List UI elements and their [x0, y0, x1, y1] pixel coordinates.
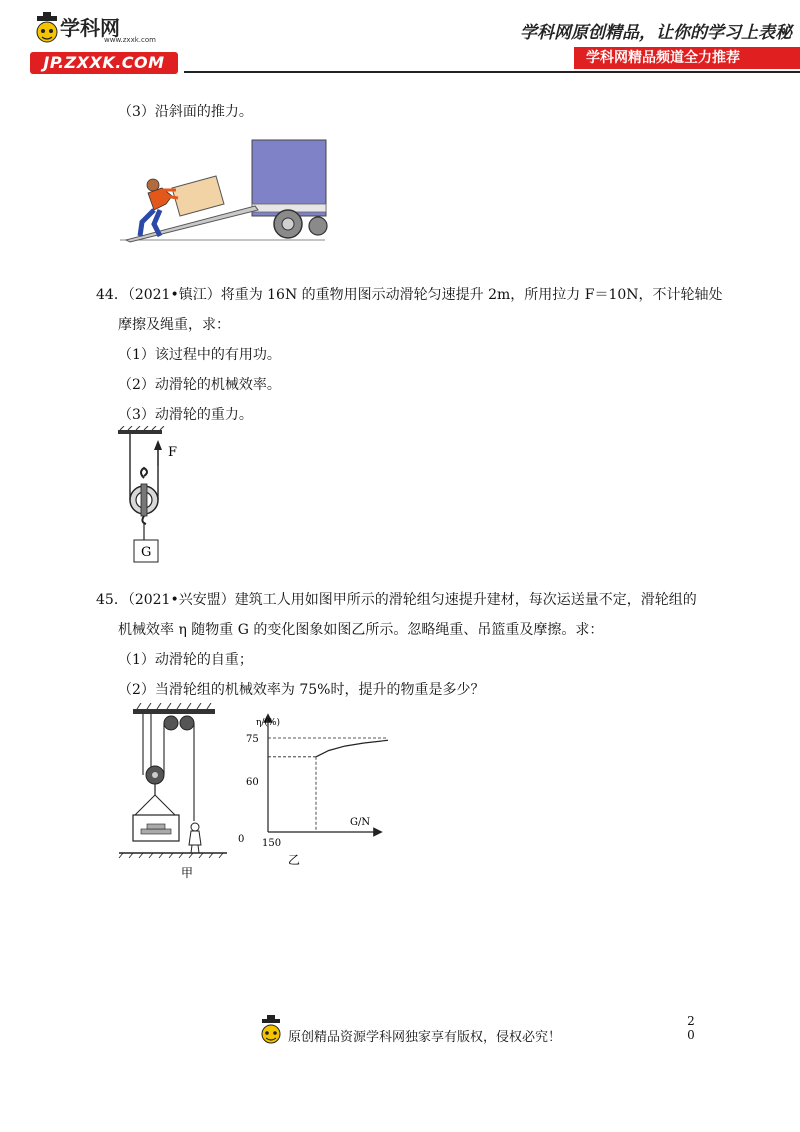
- x-tick-150: 150: [262, 838, 282, 849]
- ceiling-hatch: [120, 426, 164, 430]
- fixed-pulley-2: [180, 716, 194, 730]
- q45-part1: （1）动滑轮的自重；: [118, 652, 253, 668]
- logo-banner-text: JP.ZXXK.COM: [43, 53, 165, 72]
- page-header: [0, 0, 800, 80]
- q45-stem-line1: 45．（2021•兴安盟）建筑工人用如图甲所示的滑轮组匀速提升建材，每次运送量不定，滑轮组的: [96, 592, 697, 608]
- pulley-hook-top: [141, 468, 147, 478]
- logo-url: www.zxxk.com: [104, 36, 156, 44]
- ceiling-beam: [118, 430, 162, 434]
- force-label: F: [168, 445, 178, 460]
- origin-label: 0: [238, 834, 245, 845]
- page-number-digit-2: 0: [687, 1028, 695, 1042]
- efficiency-curve: [316, 738, 388, 757]
- page-number-digit-1: 2: [687, 1014, 695, 1028]
- y-tick-60: 60: [246, 777, 259, 788]
- x-axis-label: G/N: [350, 817, 371, 828]
- logo-text: 学科网: [60, 16, 120, 40]
- q44-part3: （3）动滑轮的重力。: [118, 407, 253, 423]
- page-footer: [258, 1014, 598, 1054]
- movable-pulley-hub: [152, 772, 158, 778]
- site-logo: [30, 12, 190, 72]
- worker-leg-right: [198, 845, 199, 853]
- basket-cables: [135, 795, 175, 815]
- mascot-icon: [32, 12, 62, 46]
- y-axis-label: η/(%): [256, 718, 280, 728]
- q43-part3: （3）沿斜面的推力。: [118, 104, 253, 120]
- pulley-system-figure: [115, 703, 230, 883]
- page-number: [686, 1014, 696, 1042]
- fixed-pulley-1: [164, 716, 178, 730]
- header-slogan: 学科网原创精品，让你的学习上表秘: [520, 23, 792, 43]
- q44-stem-line2: 摩擦及绳重，求：: [118, 317, 230, 333]
- force-arrowhead: [154, 440, 162, 450]
- truck-wheel-rear: [309, 217, 327, 235]
- pulley-frame: [141, 484, 147, 516]
- wheel-hub: [282, 218, 294, 230]
- efficiency-chart: [228, 712, 388, 872]
- worker-head: [191, 823, 199, 831]
- q45-stem-line2: 机械效率 η 随物重 G 的变化图象如图乙所示。忽略绳重、吊篮重及摩擦。求：: [118, 622, 604, 638]
- logo-banner: [30, 52, 178, 74]
- copyright-notice: 原创精品资源学科网独家享有版权，侵权必究！: [288, 1030, 562, 1045]
- movable-pulley-figure: [112, 426, 202, 566]
- ceiling-beam: [133, 709, 215, 714]
- worker-legs: [140, 210, 160, 236]
- worker-head: [147, 179, 159, 191]
- q44-part1: （1）该过程中的有用功。: [118, 347, 281, 363]
- cargo-box: [172, 176, 224, 216]
- q44-part2: （2）动滑轮的机械效率。: [118, 377, 281, 393]
- figure-yi-label: 乙: [288, 853, 301, 867]
- figure-jia-label: 甲: [181, 866, 194, 880]
- mascot-icon: [258, 1014, 284, 1048]
- bricks-top: [147, 824, 165, 829]
- y-tick-75: 75: [246, 734, 259, 745]
- ramp-truck-figure: [120, 138, 330, 244]
- weight-label: G: [141, 545, 152, 560]
- worker-leg-left: [191, 845, 192, 853]
- q45-part2: （2）当滑轮组的机械效率为 75%时，提升的物重是多少？: [118, 682, 485, 698]
- ceiling-hatch: [137, 703, 211, 709]
- q44-stem-line1: 44．（2021•镇江）将重为 16N 的重物用图示动滑轮匀速提升 2m，所用拉力 F＝10N，不计轮轴处: [96, 287, 723, 303]
- header-channel-badge: 学科网精品频道全力推荐: [574, 47, 800, 69]
- bricks: [141, 829, 171, 834]
- header-divider: [184, 71, 800, 73]
- worker-body: [189, 831, 201, 845]
